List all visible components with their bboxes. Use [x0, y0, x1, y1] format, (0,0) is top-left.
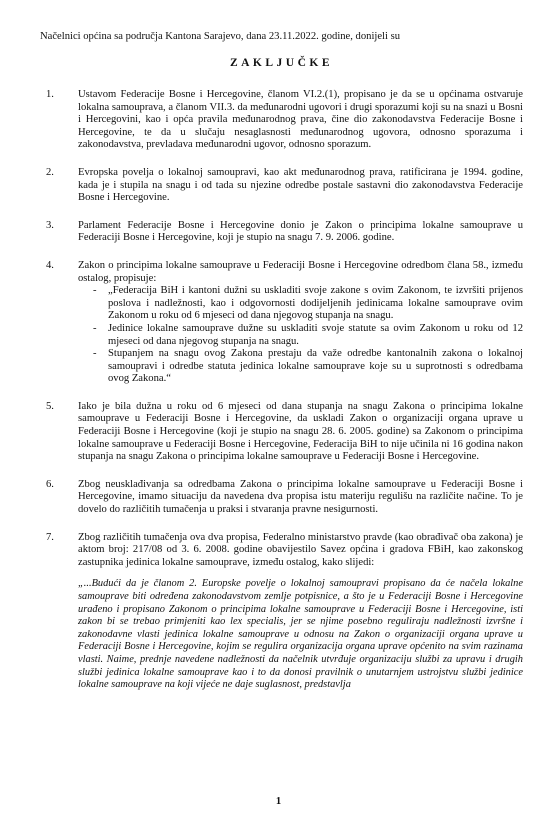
item-number: 1.	[46, 89, 54, 100]
sub-item-text: Stupanjem na snagu ovog Zakona prestaju da važe odredbe kantonalnih zakona o lokalnoj samoupravi i odredbe statuta jedinica lokalne samouprave koje su u suprotnosti s odredbama ovog Zakona.“	[108, 348, 523, 385]
item-number: 6.	[46, 478, 54, 490]
dash-bullet: -	[93, 285, 97, 297]
item-text: Ustavom Federacije Bosne i Hercegovine, članom VI.2.(1), propisano je da se u općinama ostvaruje lokalna samouprava, a članom VII.3. da međunarodni ugovori i drugi sporazumi koji su na snazi u Bosni i Hercegovini, kao i opća pravila međunarodnog prava, čine dio zakonodavstva Federacije Bosne i Hercegovine, te da u slučaju nesaglasnosti međunarodnog ugovora, odnosno sporazuma i zakonodavstva, prevladava međunarodni ugovor, odnosno sporazum.	[78, 89, 523, 151]
spacer	[40, 205, 523, 220]
conclusion-item-2	[40, 167, 523, 205]
item-number: 5.	[46, 400, 54, 412]
item-number: 3.	[46, 219, 54, 231]
item-text: Evropska povelja o lokalnoj samoupravi, kao akt međunarodnog prava, ratificirana je 1994. godine, kada je i stupila na snagu i od tada su njezine odredbe postale sastavni dio zakonodavstva Federacije Bosne i Hercegovine.	[78, 166, 523, 204]
item-text: Parlament Federacije Bosne i Hercegovine donio je Zakon o principima lokalne samouprave u Federaciji Bosne i Hercegovine, koji je stupio na snagu 7. 9. 2006. godine.	[78, 219, 523, 244]
conclusions-list	[40, 89, 523, 569]
conclusion-item-7	[40, 532, 523, 570]
dash-bullet: -	[93, 348, 97, 360]
conclusion-item-5	[40, 401, 523, 464]
spacer	[40, 152, 523, 167]
spacer	[40, 386, 523, 401]
conclusion-item-3	[40, 220, 523, 245]
conclusion-item-6	[40, 479, 523, 517]
spacer	[40, 245, 523, 260]
item-text: Iako je bila dužna u roku od 6 mjeseci od dana stupanja na snagu Zakona o principima lokalne samouprave u Federaciji Bosne i Hercegovine, da uskladi Zakon o organizaciji organa uprave u Federaciji Bosne i Hercegovine (koji je stupio na snagu 28. 6. 2005. godine) sa Zakonom o principima lokalne samouprave u Federaciji Bosne i Hercegovine, Federacija BiH to nije učinila ni 16 godina nakon stupanja na snagu Zakona o principima lokalne samouprave u Federaciji Bosne i Hercegovine.	[78, 400, 523, 463]
item-number: 4.	[46, 259, 54, 271]
sub-item-3	[93, 348, 523, 386]
document-title: ZAKLJUČKE	[229, 57, 334, 69]
spacer	[40, 464, 523, 479]
item-number: 7.	[46, 531, 54, 543]
item-text: Zbog različitih tumačenja ova dva propisa, Federalno ministarstvo pravde (kao obrađivač oba zakona) je aktom broj: 217/08 od 3. 6. 2008. godine obavijestilo Savez općina i gradova FBiH, kao zakonskog zastupnika jedinica lokalne samouprave, između ostalog, kako slijedi:	[78, 531, 523, 568]
sub-item-text: „Federacija BiH i kantoni dužni su uskladiti svoje zakone s ovim Zakonom, te izvršiti prijenos poslova i nadležnosti, kao i odgovornosti dodijeljenih jedinicama lokalne samouprave ovim Zakonom u roku od 6 mjeseci od dana njegovog stupanja na snagu.	[108, 285, 523, 322]
page-number: 1	[275, 796, 282, 807]
intro-line: Načelnici općina sa područja Kantona Sarajevo, dana 23.11.2022. godine, donijeli su	[40, 31, 400, 42]
sub-item-2	[93, 322, 523, 348]
conclusion-item-4	[40, 260, 523, 386]
spacer	[40, 517, 523, 532]
item-text: Zakon o principima lokalne samouprave u Federaciji Bosne i Hercegovine odredbom člana 58., između ostalog, propisuje:	[78, 259, 523, 284]
sub-item-1	[93, 285, 523, 323]
quoted-passage: „...Budući da je članom 2. Europske povelje o lokalnoj samoupravi propisano da će načela lokalne samouprave biti određena zakonodavstvom zemlje potpisnice, a što je u Federaciji Bosne i Hercegovine urađeno i propisano Zakonom o principima lokalne samouprave u Federaciji Bosne i Hercegovine, isti zakon bi se trebao primjeniti kao lex specialis, jer se njime posebno reguliraju nadležnosti izvršne i zakonodavne vlasti jedinica lokalne samouprave u odnosu na Zakon o organizaciji organa uprave u Federaciji Bosne i Hercegovine, kojim se regulira organizacija organa uprave općenito na svim razinama vlasti. Naime, prednje navedene nadležnosti da načelnik utvrđuje organizaciju službi za upravu i drugih službi jedinica lokalne samouprave kao i to da donosi pravilnik o unutarnjem ustrojstvu službi jedinice lokalne samouprave na koji vijeće ne daje suglasnost, predstavlja	[78, 578, 523, 691]
item-text: Zbog neusklađivanja sa odredbama Zakona o principima lokalne samouprave u Federaciji Bosne i Hercegovine, imamo situaciju da navedena dva propisa istu materiju regulišu na različite načine. To je dovelo do različitih tumačenja u praksi i stvaranja pravne nesigurnosti.	[78, 478, 523, 516]
sub-item-text: Jedinice lokalne samouprave dužne su uskladiti svoje statute sa ovim Zakonom u roku od 12 mjeseci od dana njegovog stupanja na snagu.	[108, 322, 523, 347]
conclusion-item-1	[40, 89, 523, 152]
dash-bullet: -	[93, 322, 97, 334]
item-number: 2.	[46, 166, 54, 178]
sub-list	[78, 285, 523, 386]
